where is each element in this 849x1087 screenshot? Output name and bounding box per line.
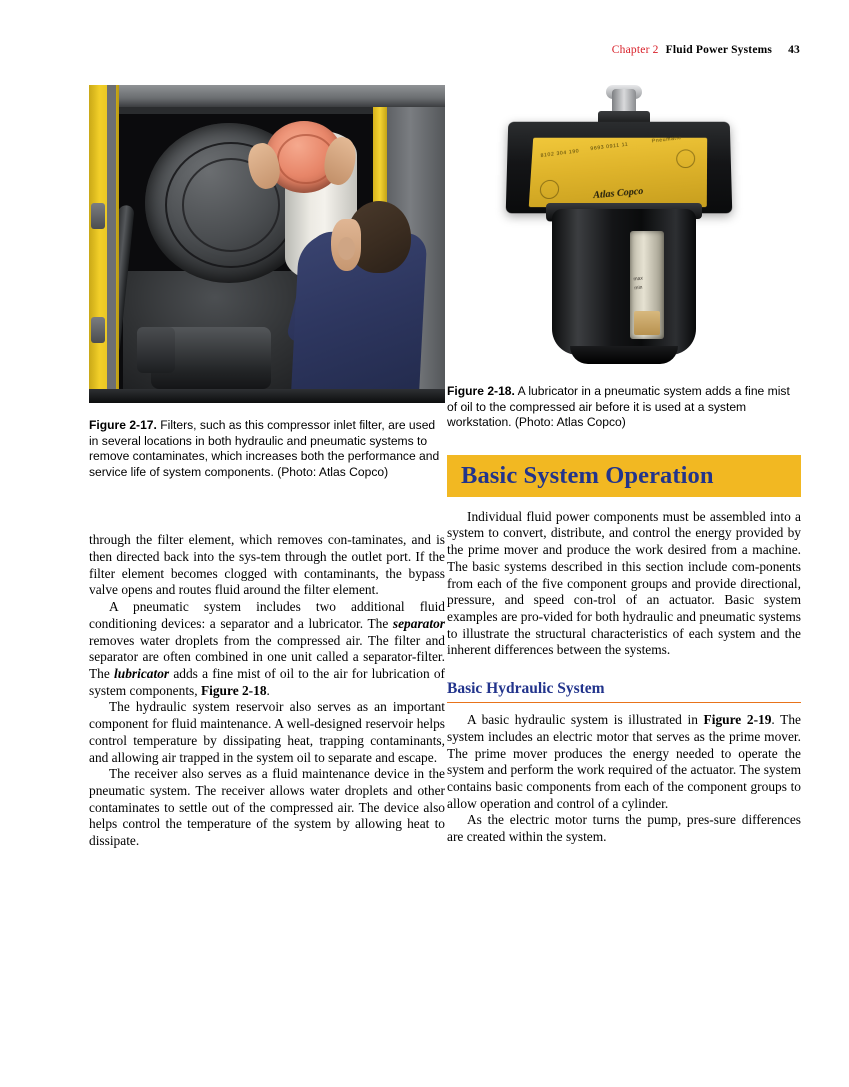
paragraph-pneumatic-devices — [89, 599, 445, 699]
left-column-body — [89, 532, 445, 849]
paragraph-reservoir: The hydraulic system reservoir also serves as an important component for fluid maintenance. A well-designed reservoir helps control temperature by dissipating heat, trapping contaminants, and allowing air trapped in the system oil to separate and escape. — [89, 699, 445, 765]
figure-reference-2-19: Figure 2-19 — [703, 712, 772, 728]
paragraph-basic-hydraulic-system — [447, 712, 801, 812]
lubricator-brand-text: Atlas Copco — [592, 185, 644, 202]
running-head-chapter-title: Fluid Power Systems — [665, 44, 773, 56]
running-head-chapter-number: Chapter 2 — [611, 44, 659, 56]
lubricator-base — [570, 346, 678, 364]
term-separator: separator — [392, 615, 445, 631]
compressor-motor-block — [137, 327, 175, 373]
lubricator-sight-glass — [630, 231, 664, 339]
para2-part-d: . — [266, 682, 270, 698]
figure-2-18-caption-text: A lubricator in a pneumatic system adds a fine mist of oil to the compressed air before it is used at a system workstation. (Photo: Atlas Copco) — [447, 384, 790, 430]
running-head — [612, 44, 800, 56]
technician-ear — [338, 237, 355, 260]
para2-part-c: adds a fine mist of oil to the air for lubrication of system components, — [89, 666, 446, 698]
subpara1-part-a: A basic hydraulic system is illustrated in — [467, 712, 704, 728]
figure-2-17-caption-label: Figure 2-17. — [89, 418, 157, 432]
section-heading-bar — [447, 455, 801, 497]
cabinet-left-post-inner — [107, 85, 116, 403]
lubricator-screw-lower-left — [539, 180, 559, 199]
figure-2-18-photo — [447, 85, 801, 370]
lubricator-bowl — [552, 209, 696, 355]
lubricator-plate-marking-left: 8102 304 190 — [540, 148, 580, 159]
lubricator-oil-level — [634, 311, 660, 335]
lubricator-screw-upper-right — [676, 149, 695, 168]
para2-part-a: A pneumatic system includes two additional fluid conditioning devices: a separator and a lubricator. The — [89, 599, 445, 631]
figure-2-17-photo — [89, 85, 445, 403]
figure-2-18-caption — [447, 384, 801, 431]
section-heading-title: Basic System Operation — [461, 461, 714, 489]
figure-2-17-caption-text: Filters, such as this compressor inlet filter, are used in several locations in both hydraulic and pneumatic systems to remove contaminates, which increases both the performance and service life of system components. (Photo: Atlas Copco) — [89, 418, 440, 479]
lubricator-plate-marking-center: 9693 0911 11 — [590, 141, 629, 153]
right-column — [447, 85, 801, 846]
section-body — [447, 509, 801, 659]
figure-2-18-caption-label: Figure 2-18. — [447, 384, 515, 398]
page-number: 43 — [788, 44, 800, 56]
lubricator-label-plate — [529, 135, 707, 207]
left-column — [89, 85, 445, 850]
figure-reference-2-18: Figure 2-18 — [200, 682, 267, 698]
lubricator-plate-marking-right: Pneumatic — [651, 135, 682, 145]
subsection-body — [447, 712, 801, 846]
cabinet-hinge-lower — [91, 317, 105, 343]
subpara1-part-b: . The system includes an electric motor that serves as the prime mover. The prime mover produces the energy needed to operate the system and perform the work required of the actuator. The system contains basic components from each of the component groups to allow operation and control of a cylinder. — [447, 712, 801, 811]
paragraph-electric-motor-pump: As the electric motor turns the pump, pres-sure differences are created within the system. — [447, 812, 801, 845]
para2-part-b: removes water droplets from the compressed air. The filter and separator are often combined in one unit called a separator-filter. The — [89, 632, 445, 681]
cabinet-left-post — [89, 85, 119, 403]
cabinet-hinge-upper — [91, 203, 105, 229]
lubricator-sight-scale: max min — [633, 275, 644, 292]
compressor-floor — [89, 389, 445, 403]
figure-2-17-caption — [89, 418, 445, 480]
subsection-heading-title: Basic Hydraulic System — [447, 680, 605, 698]
paragraph-filter-element: through the filter element, which removes con-taminates, and is then directed back into the sys-tem through the outlet port. If the filter element becomes clogged with contaminants, the bypass valve opens and routes fluid around the filter element. — [89, 532, 445, 598]
paragraph-basic-system-operation: Individual fluid power components must be assembled into a system to convert, distribute, and control the energy provided by the prime mover and produce the work desired from a machine. The basic systems described in this section include com-ponents from each of the five component groups and provide directional, pressure, and speed con-trol of an actuator. Basic system examples are pro-vided for both hydraulic and pneumatic systems to illustrate the structural characteristics of each system and the inherent differences between the systems. — [447, 508, 801, 658]
term-lubricator: lubricator — [114, 666, 170, 681]
paragraph-receiver: The receiver also serves as a fluid maintenance device in the pneumatic system. The receiver allows water droplets and other contaminates to settle out of the compressed air. The device also helps control the temperature of the system by allowing heat to dissipate. — [89, 766, 445, 849]
subsection-heading — [447, 680, 801, 703]
cabinet-lintel — [113, 85, 445, 107]
